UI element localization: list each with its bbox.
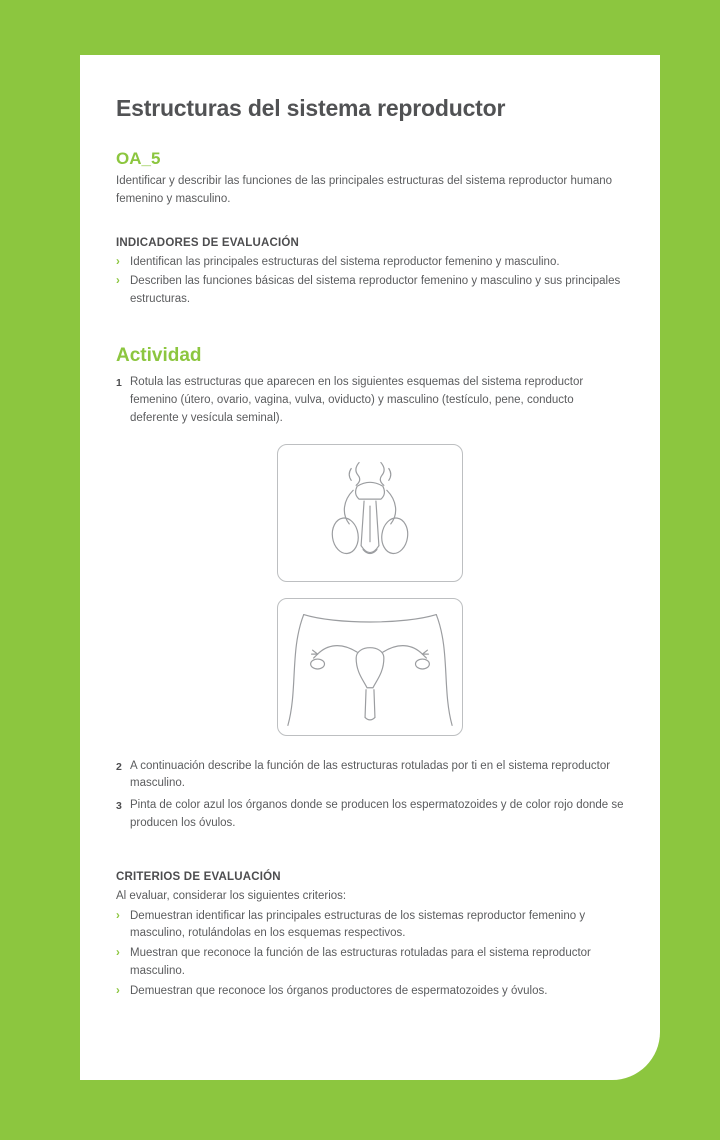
actividad-item-3: [116, 797, 624, 833]
bullet-marker: ›: [116, 984, 120, 997]
criterios-item: [116, 983, 624, 1001]
criterios-item-text: Muestran que reconoce la función de las estructuras rotuladas para el sistema reproductor masculino.: [130, 947, 591, 977]
indicadores-item: [116, 254, 624, 272]
oa-label: OA_5: [116, 149, 161, 168]
oa-description: Identificar y describir las funciones de las principales estructuras del sistema reproductor humano femenino y masculino.: [116, 175, 613, 205]
bullet-marker: ›: [116, 275, 120, 288]
page-title: Estructuras del sistema reproductor: [116, 95, 506, 121]
actividad-heading: Actividad: [116, 345, 202, 367]
actividad-item-1: [116, 374, 624, 427]
item-number: 3: [116, 800, 122, 813]
criterios-item-text: Demuestran que reconoce los órganos productores de espermatozoides y óvulos.: [130, 984, 548, 997]
worksheet-page: [80, 55, 660, 1080]
criterios-item-text: Demuestran identificar las principales estructuras de los sistemas reproductor femenino y masculino, rotulándolas en los esquemas respectivos.: [130, 909, 586, 940]
actividad-item-2: [116, 758, 624, 794]
actividad-item-text: A continuación describe la función de las estructuras rotuladas por ti en el sistema reproductor masculino.: [130, 759, 611, 790]
male-reproductive-system-diagram: [277, 444, 463, 582]
criterios-item: [116, 945, 624, 981]
item-number: 1: [116, 377, 122, 390]
female-reproductive-system-diagram: [277, 598, 463, 736]
actividad-item-text: Pinta de color azul los órganos donde se producen los espermatozoides y de color rojo donde se producen los óvulos.: [130, 799, 624, 829]
indicadores-item: [116, 273, 624, 309]
indicadores-item-text: Describen las funciones básicas del sistema reproductor femenino y masculino y sus principales estructuras.: [130, 275, 621, 306]
indicadores-heading: INDICADORES DE EVALUACIÓN: [116, 236, 300, 249]
criterios-item: [116, 908, 624, 944]
male-anatomy-sketch: [278, 444, 462, 582]
actividad-item-text: Rotula las estructuras que aparecen en los siguientes esquemas del sistema reproductor femenino (útero, ovario, vagina, vulva, oviducto) y masculino (testículo, pene, conducto deferente y vesícula seminal).: [130, 376, 584, 424]
bullet-marker: ›: [116, 947, 120, 960]
criterios-section: [116, 871, 624, 1001]
bullet-marker: ›: [116, 255, 120, 268]
indicadores-item-text: Identifican las principales estructuras del sistema reproductor femenino y masculino.: [130, 255, 560, 268]
female-anatomy-sketch: [278, 598, 462, 736]
criterios-intro: Al evaluar, considerar los siguientes criterios:: [116, 889, 347, 902]
item-number: 2: [116, 760, 122, 773]
criterios-heading: CRITERIOS DE EVALUACIÓN: [116, 870, 281, 883]
bullet-marker: ›: [116, 909, 120, 922]
